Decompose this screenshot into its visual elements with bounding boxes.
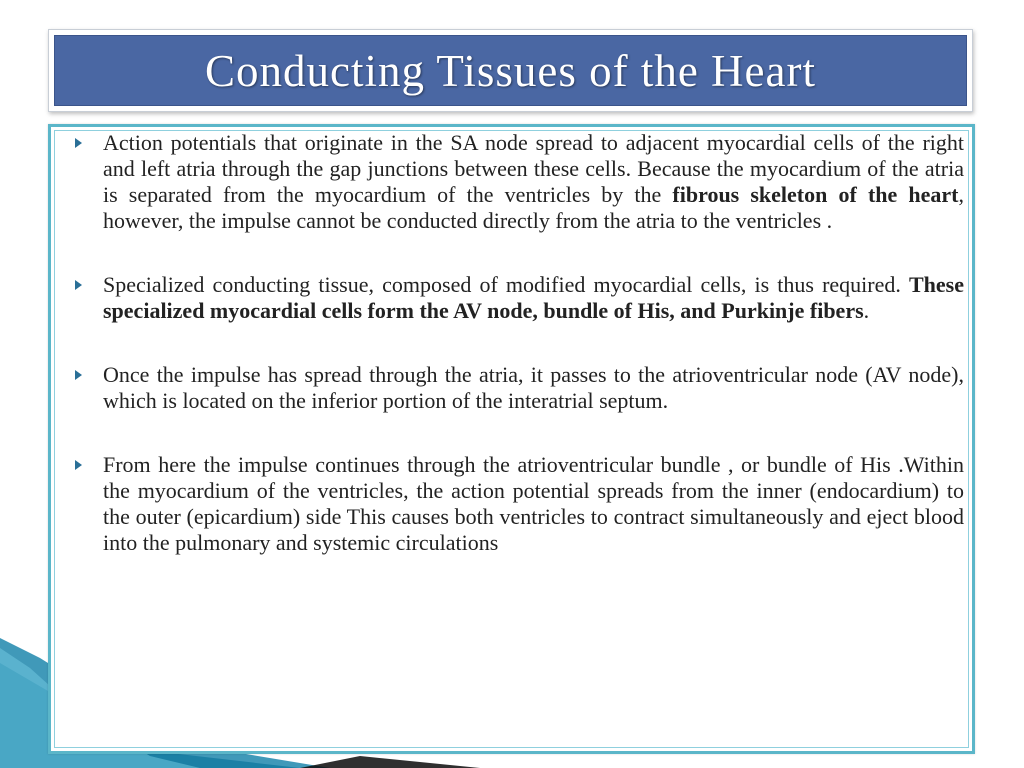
slide-title: Conducting Tissues of the Heart <box>205 45 816 96</box>
title-banner <box>54 35 967 106</box>
bullet-text-bold: fibrous skeleton of the heart <box>672 182 959 207</box>
bullet-text-segment: . <box>863 298 870 323</box>
bullet-text-segment: Action potentials that originate in the SA node spread to adjacent myocardial cells of the right and left atria through the gap junctions between these cells. Because the myocardium of the atria is separated from the myocardium of the ventricles by the <box>103 130 964 207</box>
bullet-arrow-icon <box>75 370 82 380</box>
bullet-arrow-icon <box>75 460 82 470</box>
title-frame <box>48 29 973 112</box>
bullet-text-segment: , however, the impulse cannot be conducted directly from the atria to the ventricles . <box>103 182 964 233</box>
bullet-text-segment: Once the impulse has spread through the atria, it passes to the atrioventricular node (AV node), which is located on the inferior portion of the interatrial septum. <box>103 362 964 413</box>
bullet-arrow-icon <box>75 138 82 148</box>
bullet-item <box>74 452 964 556</box>
bullet-item <box>74 272 964 324</box>
bullet-text-segment: From here the impulse continues through the atrioventricular bundle , or bundle of His .Within the myocardium of the ventricles, the action potential spreads from the inner (endocardium) to the outer (epicardium) side This causes both ventricles to contract simultaneously and eject blood into the pulmonary and systemic circulations <box>103 452 964 555</box>
bullet-text-segment: Specialized conducting tissue, composed of modified myocardial cells, is thus required. <box>103 272 909 297</box>
bullet-text-bold: These specialized myocardial cells form the AV node, bundle of His, and Purkinje fibers <box>103 272 964 323</box>
bullet-item <box>74 130 964 234</box>
bullet-list <box>74 130 964 594</box>
bullet-item <box>74 362 964 414</box>
bullet-arrow-icon <box>75 280 82 290</box>
